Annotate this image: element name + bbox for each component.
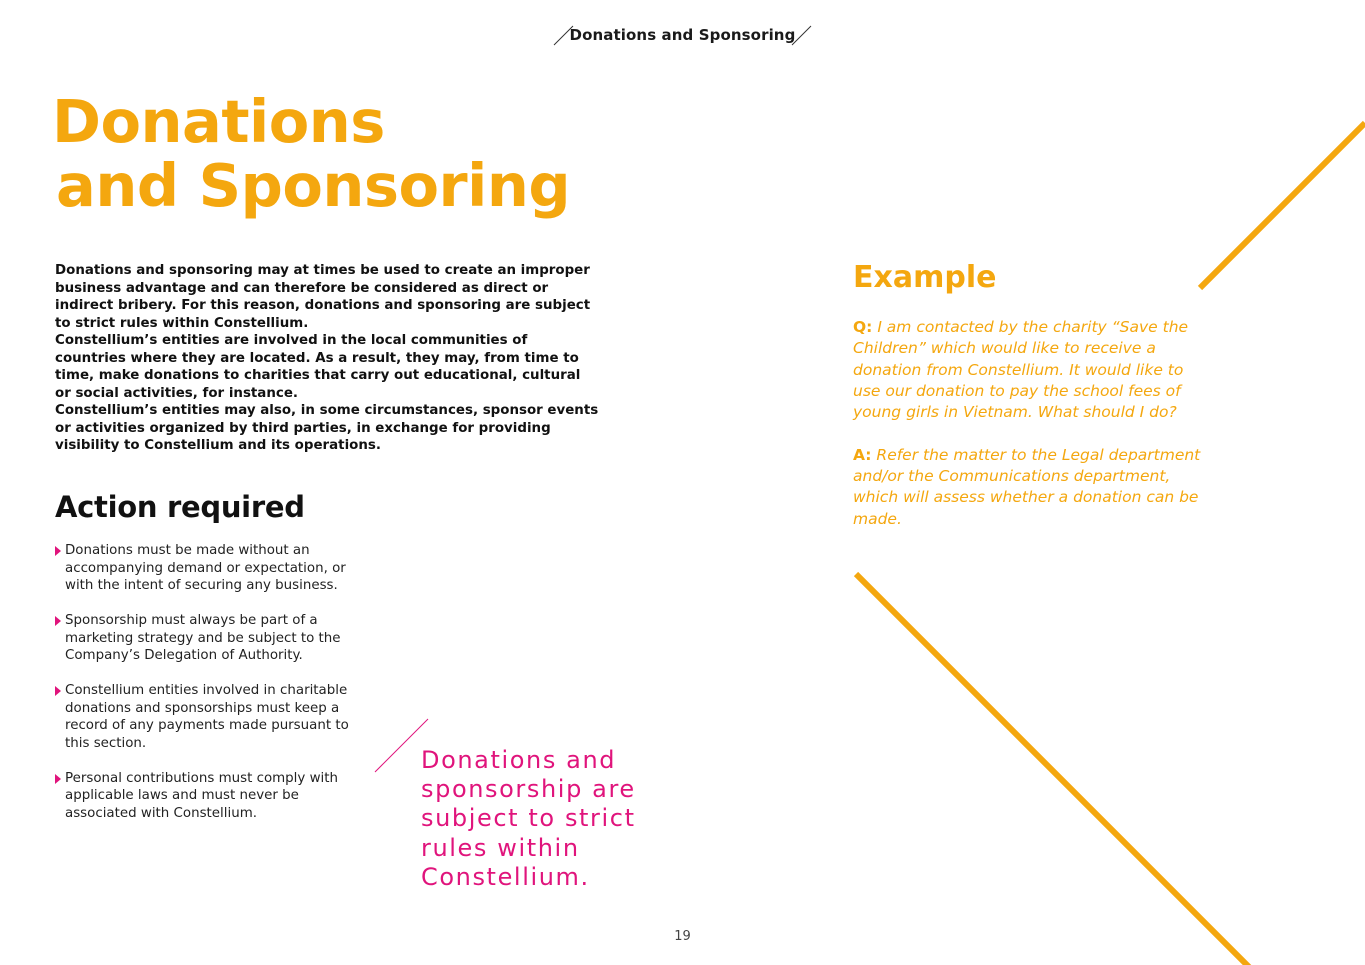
orange-diagonal-bottom-right	[856, 574, 1250, 965]
triangle-bullet-icon	[55, 774, 61, 784]
header-title: Donations and Sponsoring	[569, 26, 796, 44]
example-heading: Example	[853, 260, 997, 295]
question-text: I am contacted by the charity “Save the Children” which would like to receive a donation from Constellium. It would like to use our donation to pay the school fees of young girls in Vietnam. What should I do?	[853, 318, 1189, 422]
page-title	[52, 87, 571, 220]
orange-diagonal-top-right	[1200, 123, 1365, 288]
triangle-bullet-icon	[55, 616, 61, 626]
list-item	[55, 682, 355, 752]
list-item-text: Donations must be made without an accompanying demand or expectation, or with the intent of securing any business.	[65, 543, 346, 593]
list-item	[55, 542, 355, 595]
intro-text	[55, 262, 600, 455]
running-header	[0, 25, 1365, 44]
triangle-bullet-icon	[55, 546, 61, 556]
intro-paragraph: Constellium’s entities may also, in some circumstances, sponsor events or activities organized by third parties, in exchange for providing visibility to Constellium and its operations.	[55, 403, 599, 453]
page-title-line-2: and Sponsoring	[56, 151, 571, 220]
page-title-line-1: Donations	[52, 87, 385, 156]
action-required-list	[55, 542, 355, 840]
list-item	[55, 770, 355, 823]
question-label: Q:	[853, 318, 873, 336]
example-qa	[853, 317, 1213, 551]
header-slash-right-icon	[791, 25, 813, 47]
intro-paragraph: Donations and sponsoring may at times be used to create an improper business advantage and can therefore be considered as direct or indirect bribery. For this reason, donations and sponsoring are subject to strict rules within Constellium.	[55, 263, 591, 331]
pull-quote: Donations and sponsorship are subject to strict rules within Constellium.	[421, 746, 636, 891]
answer-label: A:	[853, 445, 872, 464]
list-item-text: Sponsorship must always be part of a marketing strategy and be subject to the Company’s Delegation of Authority.	[65, 613, 341, 663]
example-answer	[853, 445, 1213, 530]
intro-paragraph: Constellium’s entities are involved in the local communities of countries where they are located. As a result, they may, from time to time, make donations to charities that carry out educational, cultural or social activities, for instance.	[55, 333, 581, 401]
list-item-text: Personal contributions must comply with applicable laws and must never be associated with Constellium.	[65, 770, 338, 821]
list-item	[55, 612, 355, 665]
triangle-bullet-icon	[55, 686, 61, 696]
header-slash-left-icon	[553, 25, 575, 47]
answer-text: Refer the matter to the Legal department and/or the Communications department, which will assess whether a donation can be made.	[853, 445, 1201, 528]
list-item-text: Constellium entities involved in charitable donations and sponsorships must keep a record of any payments made pursuant to this section.	[65, 683, 349, 751]
action-required-heading: Action required	[55, 490, 305, 524]
page-number: 19	[674, 929, 691, 944]
example-question	[853, 317, 1213, 423]
